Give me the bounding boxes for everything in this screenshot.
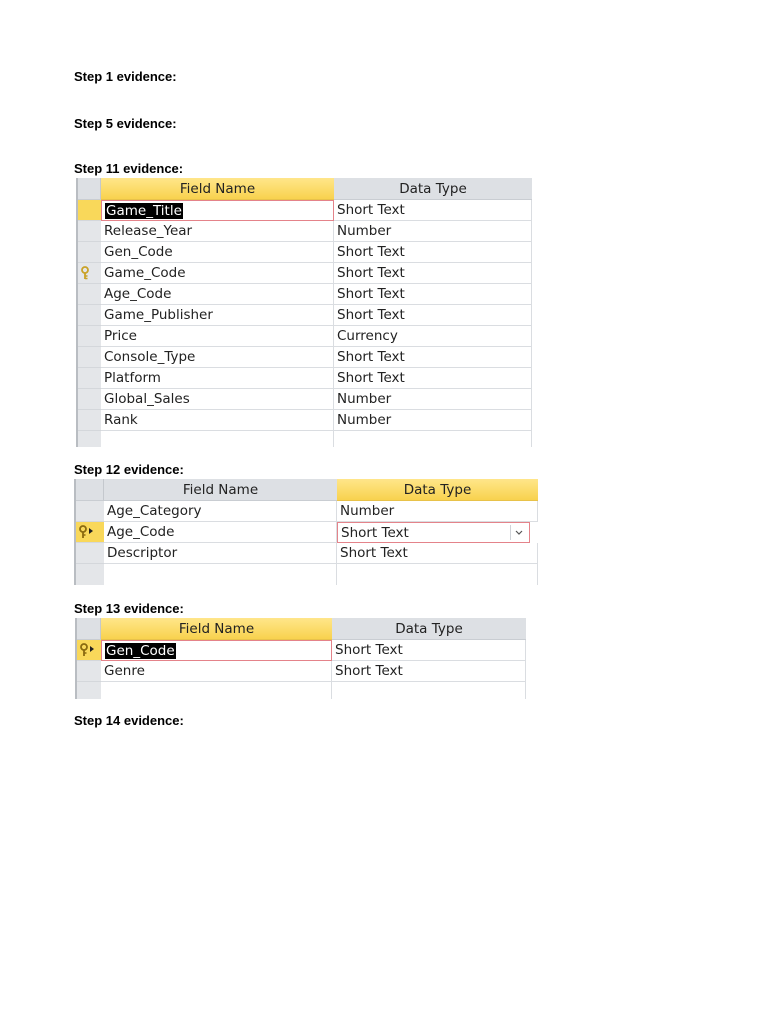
data-type-cell[interactable] <box>334 431 532 447</box>
data-type-cell[interactable]: Number <box>334 410 532 431</box>
table-row[interactable] <box>75 661 526 682</box>
row-selector[interactable] <box>74 543 104 564</box>
data-type-cell[interactable]: Number <box>334 389 532 410</box>
data-type-value: Short Text <box>341 525 409 541</box>
select-all-corner[interactable] <box>76 178 101 200</box>
field-name-cell[interactable] <box>101 682 332 699</box>
field-name-cell[interactable]: Gen_Code <box>101 242 334 263</box>
grid-left-border <box>74 479 76 585</box>
row-selector[interactable] <box>75 682 101 699</box>
field-name-cell[interactable]: Console_Type <box>101 347 334 368</box>
field-name-cell[interactable]: Genre <box>101 661 332 682</box>
grid-header <box>75 618 526 640</box>
field-name-cell[interactable] <box>101 431 334 447</box>
data-type-cell[interactable]: Short Text <box>332 640 526 661</box>
step11-heading: Step 11 evidence: <box>74 161 184 176</box>
row-selector[interactable] <box>76 305 101 326</box>
step12-heading: Step 12 evidence: <box>74 462 184 477</box>
table-row[interactable] <box>76 200 532 221</box>
grid-header <box>76 178 532 200</box>
table-row[interactable] <box>76 326 532 347</box>
data-type-select[interactable] <box>337 522 530 543</box>
data-type-cell[interactable]: Currency <box>334 326 532 347</box>
step13-table-design-grid <box>75 618 526 699</box>
grid-left-border <box>76 178 78 447</box>
table-row[interactable] <box>74 522 538 543</box>
table-row[interactable] <box>76 263 532 284</box>
row-selector[interactable] <box>76 221 101 242</box>
data-type-cell[interactable]: Number <box>337 501 538 522</box>
data-type-cell[interactable]: Short Text <box>337 543 538 564</box>
column-header-field-name[interactable]: Field Name <box>104 479 337 501</box>
row-selector[interactable] <box>75 640 101 661</box>
data-type-cell[interactable]: Number <box>334 221 532 242</box>
data-type-cell[interactable]: Short Text <box>334 200 532 221</box>
field-name-cell[interactable]: Rank <box>101 410 334 431</box>
column-header-data-type[interactable]: Data Type <box>337 479 538 501</box>
grid-left-border <box>75 618 77 699</box>
field-name-cell[interactable]: Platform <box>101 368 334 389</box>
key-icon <box>77 525 95 539</box>
column-header-data-type[interactable]: Data Type <box>332 618 526 640</box>
data-type-cell[interactable] <box>337 564 538 585</box>
row-selector[interactable] <box>76 326 101 347</box>
table-row[interactable] <box>76 221 532 242</box>
field-name-cell[interactable]: Age_Code <box>104 522 337 543</box>
step1-heading: Step 1 evidence: <box>74 69 177 84</box>
field-name-cell[interactable] <box>104 564 337 585</box>
select-all-corner[interactable] <box>75 618 101 640</box>
field-name-cell[interactable]: Age_Category <box>104 501 337 522</box>
dropdown-button[interactable] <box>510 525 527 540</box>
key-icon <box>79 266 97 280</box>
step14-heading: Step 14 evidence: <box>74 713 184 728</box>
row-selector[interactable] <box>74 564 104 585</box>
data-type-cell[interactable] <box>332 682 526 699</box>
field-name-cell[interactable]: Gen_Code <box>101 640 332 661</box>
column-header-field-name[interactable]: Field Name <box>101 178 334 200</box>
step11-table-design-grid <box>76 178 532 447</box>
row-selector[interactable] <box>76 242 101 263</box>
data-type-cell[interactable]: Short Text <box>334 368 532 389</box>
row-selector[interactable] <box>76 200 101 221</box>
field-name-cell[interactable]: Descriptor <box>104 543 337 564</box>
table-row[interactable] <box>76 410 532 431</box>
step13-heading: Step 13 evidence: <box>74 601 184 616</box>
column-header-field-name[interactable]: Field Name <box>101 618 332 640</box>
field-name-cell[interactable]: Game_Publisher <box>101 305 334 326</box>
table-row[interactable] <box>75 640 526 661</box>
row-selector[interactable] <box>76 410 101 431</box>
data-type-cell[interactable]: Short Text <box>334 263 532 284</box>
column-header-data-type[interactable]: Data Type <box>334 178 532 200</box>
table-row[interactable] <box>76 242 532 263</box>
key-icon <box>78 643 96 657</box>
row-selector[interactable] <box>76 368 101 389</box>
data-type-cell[interactable]: Short Text <box>334 305 532 326</box>
data-type-cell[interactable]: Short Text <box>334 284 532 305</box>
select-all-corner[interactable] <box>74 479 104 501</box>
grid-header <box>74 479 538 501</box>
data-type-cell[interactable]: Short Text <box>334 347 532 368</box>
row-selector[interactable] <box>76 263 101 284</box>
empty-row[interactable] <box>75 682 526 699</box>
empty-row[interactable] <box>74 564 538 585</box>
row-selector[interactable] <box>74 501 104 522</box>
row-selector[interactable] <box>76 347 101 368</box>
row-selector[interactable] <box>74 522 104 543</box>
field-name-cell[interactable]: Release_Year <box>101 221 334 242</box>
table-row[interactable] <box>76 368 532 389</box>
table-row[interactable] <box>74 501 538 522</box>
row-selector[interactable] <box>76 284 101 305</box>
step5-heading: Step 5 evidence: <box>74 116 177 131</box>
field-name-cell[interactable]: Global_Sales <box>101 389 334 410</box>
data-type-cell[interactable]: Short Text <box>334 242 532 263</box>
table-row[interactable] <box>76 305 532 326</box>
step12-table-design-grid <box>74 479 538 585</box>
row-selector[interactable] <box>76 389 101 410</box>
field-name-cell[interactable]: Age_Code <box>101 284 334 305</box>
data-type-cell[interactable]: Short Text <box>332 661 526 682</box>
chevron-down-icon <box>511 525 527 540</box>
table-row[interactable] <box>74 543 538 564</box>
field-name-cell[interactable]: Game_Title <box>101 200 334 221</box>
row-selector[interactable] <box>75 661 101 682</box>
table-row[interactable] <box>76 347 532 368</box>
table-row[interactable] <box>76 389 532 410</box>
row-selector[interactable] <box>76 431 101 447</box>
field-name-cell[interactable]: Game_Code <box>101 263 334 284</box>
empty-row[interactable] <box>76 431 532 447</box>
table-row[interactable] <box>76 284 532 305</box>
field-name-cell[interactable]: Price <box>101 326 334 347</box>
